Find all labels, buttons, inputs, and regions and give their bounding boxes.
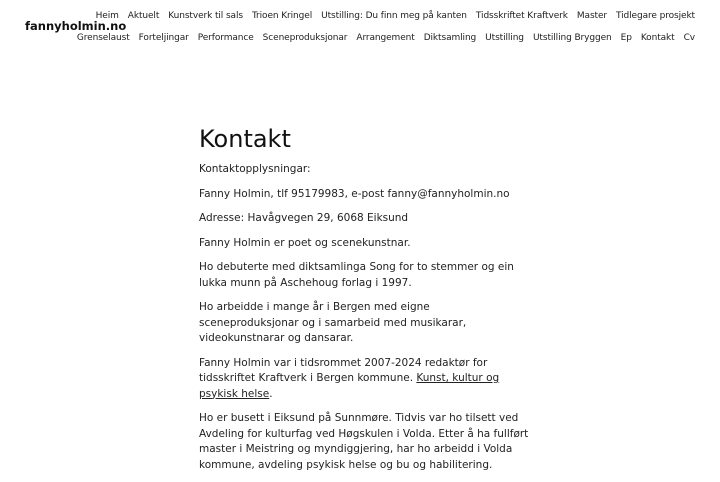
nav-row-1 xyxy=(96,11,695,21)
nav-item-tidlegare-prosjekt[interactable]: Tidlegare prosjekt xyxy=(616,11,695,21)
bio-paragraph-3: Ho arbeidde i mange år i Bergen med eigne sceneproduksjonar og i samarbeid med musikarar, videokunstnarar og dansarar. xyxy=(199,301,467,344)
nav-item-utstilling[interactable]: Utstilling xyxy=(485,33,524,43)
bio-paragraph-1: Fanny Holmin er poet og scenekunstnar. xyxy=(199,236,411,249)
nav-item-cv[interactable]: Cv xyxy=(683,33,695,43)
nav-item-kunstverk-til-sals[interactable]: Kunstverk til sals xyxy=(168,11,243,21)
kraftverk-link[interactable]: Kunst, kultur og psykisk helse xyxy=(199,372,500,400)
bio-paragraph-5: Ho er busett i Eiksund på Sunnmøre. Tidvis var ho tilsett ved Avdeling for kulturfag ved Høgskulen i Volda. Etter å ha fullført master i Meistring og myndiggjering, har ho arbeidd i Volda kommune, avdeling psykisk helse og bu og habilitering. xyxy=(199,412,529,471)
nav-item-sceneproduksjonar[interactable]: Sceneproduksjonar xyxy=(262,33,348,43)
nav-item-ep[interactable]: Ep xyxy=(620,33,632,43)
nav-item-arrangement[interactable]: Arrangement xyxy=(356,33,415,43)
main-content xyxy=(199,124,529,482)
nav-item-kontakt[interactable]: Kontakt xyxy=(640,33,675,43)
bio-paragraph-2: Ho debuterte med diktsamlinga Song for to stemmer og ein lukka munn på Aschehoug forlag i 1997. xyxy=(199,261,514,289)
contact-intro: Kontaktopplysningar: xyxy=(199,163,311,175)
contact-details: Fanny Holmin, tlf 95179983, e-post fanny@fannyholmin.no xyxy=(199,187,510,200)
nav-item-performance[interactable]: Performance xyxy=(197,33,254,43)
nav-item-diktsamling[interactable]: Diktsamling xyxy=(423,33,477,43)
nav-item-master[interactable]: Master xyxy=(576,11,607,21)
bio-paragraph-4-text: Fanny Holmin var i tidsrommet 2007-2024 redaktør for tidsskriftet Kraftverk i Bergen kommune. xyxy=(199,356,488,384)
nav-item-grenselaust[interactable]: Grenselaust xyxy=(76,33,130,43)
nav-item-trioen-kringel[interactable]: Trioen Kringel xyxy=(251,11,313,21)
main-navigation xyxy=(0,0,720,50)
nav-item-utstilling-du-finn-meg-pa-kanten[interactable]: Utstilling: Du finn meg på kanten xyxy=(321,11,467,21)
contact-address: Adresse: Havågvegen 29, 6068 Eiksund xyxy=(199,212,409,224)
nav-row-2 xyxy=(77,33,695,43)
nav-item-aktuelt[interactable]: Aktuelt xyxy=(127,11,160,21)
nav-item-forteljingar[interactable]: Forteljingar xyxy=(138,33,189,43)
site-title-link[interactable]: fannyholmin.no xyxy=(25,19,127,33)
page-title: Kontakt xyxy=(199,125,291,153)
nav-item-utstilling-bryggen[interactable]: Utstilling Bryggen xyxy=(532,33,612,43)
bio-paragraph-4 xyxy=(199,356,529,403)
nav-item-heim[interactable]: Heim xyxy=(95,11,119,21)
nav-item-tidsskriftet-kraftverk[interactable]: Tidsskriftet Kraftverk xyxy=(475,11,568,21)
bio-paragraph-4-end: . xyxy=(269,387,273,400)
